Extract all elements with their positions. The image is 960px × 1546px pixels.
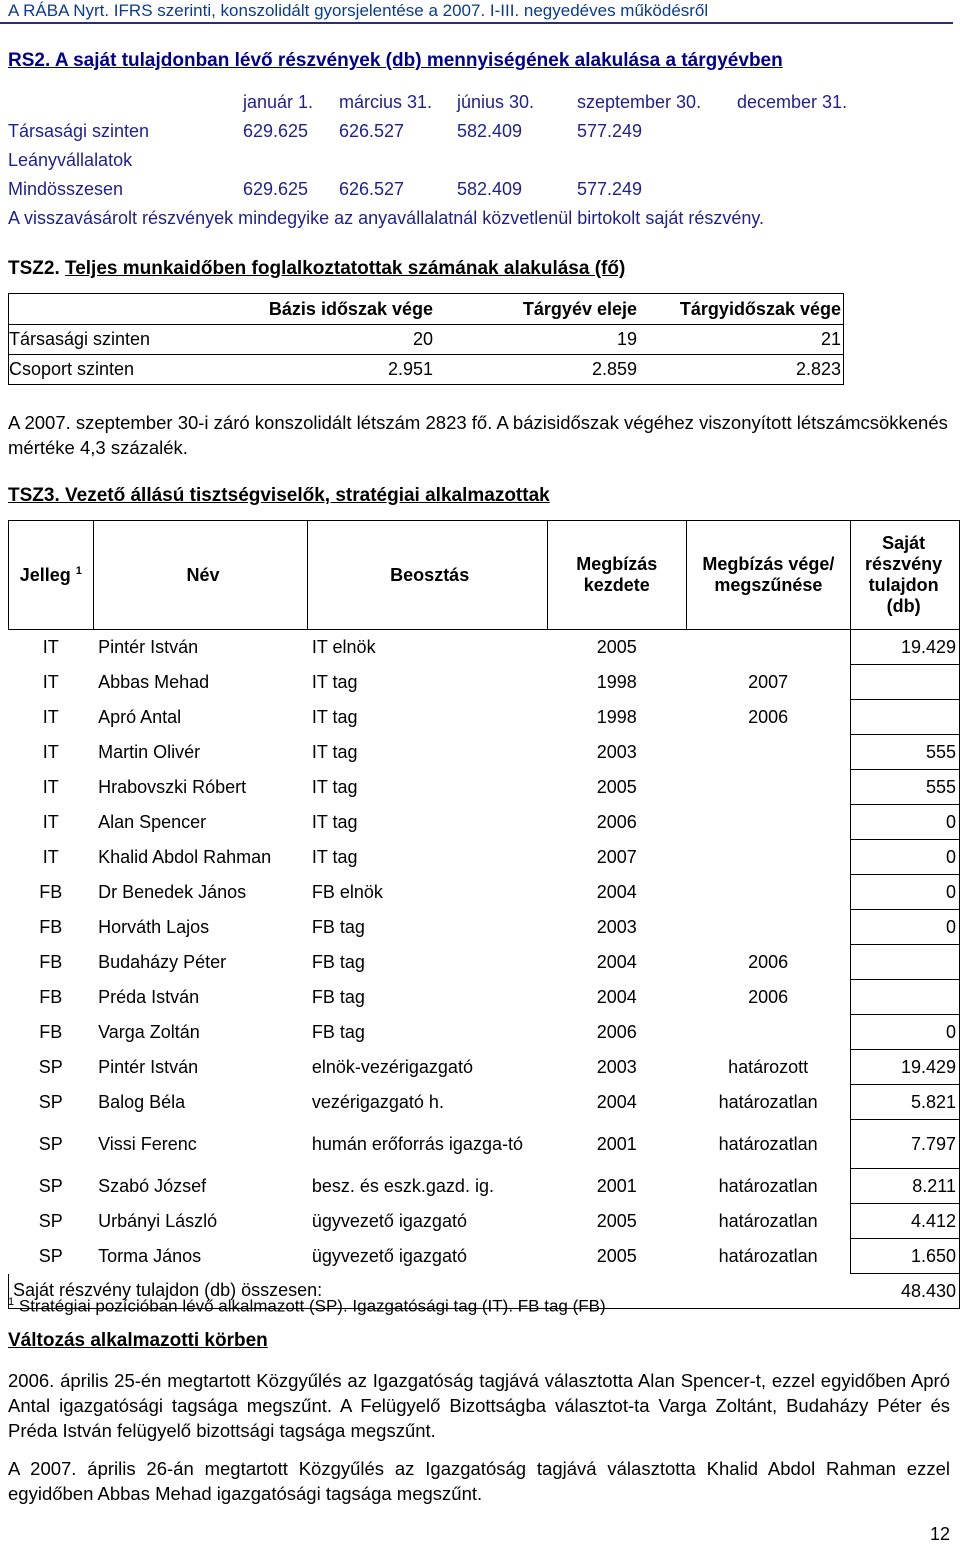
tsz3-cell-beosztas: IT tag [311, 776, 358, 797]
tsz3-total-label: Saját részvény tulajdon (db) összesen: [9, 1274, 851, 1309]
tsz3-cell-sajat: 5.821 [851, 1085, 960, 1120]
tsz3-body [9, 630, 960, 1274]
tsz3-col-vege: Megbízás vége/ megszűnése [686, 521, 851, 630]
tsz3-row [9, 805, 960, 840]
tsz3-cell-kezdete: 1998 [596, 671, 637, 692]
tsz3-row [9, 945, 960, 980]
rs2-note-row [8, 204, 867, 233]
tsz3-col-beosztas: Beosztás [308, 521, 548, 630]
tsz2-row [9, 355, 844, 385]
tsz2-table [8, 293, 844, 385]
tsz3-cell-kezdete: 2005 [596, 636, 637, 657]
rs2-col-header: december 31. [737, 92, 848, 112]
tsz3-cell-beosztas: IT tag [311, 741, 358, 762]
rs2-header-row [8, 88, 867, 117]
tsz3-cell-nev: Balog Béla [98, 1091, 186, 1112]
tsz2-cell: 21 [637, 325, 844, 355]
tsz2-cell: 19 [433, 325, 637, 355]
rs2-cell: 629.625 [243, 179, 309, 199]
tsz3-cell-jelleg: IT [42, 636, 59, 657]
tsz3-cell-kezdete: 2005 [596, 776, 637, 797]
tsz3-cell-vege [686, 770, 851, 805]
rs2-cell: 626.527 [339, 179, 405, 199]
tsz3-row [9, 630, 960, 665]
tsz3-cell-kezdete: 2004 [596, 881, 637, 902]
tsz3-cell-vege: határozatlan [718, 1091, 818, 1112]
tsz3-cell-sajat: 0 [851, 805, 960, 840]
tsz3-cell-nev: Alan Spencer [98, 811, 207, 832]
tsz3-cell-beosztas: elnök-vezérigazgató [311, 1056, 473, 1077]
tsz3-cell-nev: Pintér István [98, 636, 199, 657]
tsz3-cell-jelleg: FB [39, 986, 63, 1007]
tsz3-cell-vege: határozatlan [718, 1175, 818, 1196]
rs2-row [8, 117, 867, 146]
tsz3-cell-nev: Khalid Abdol Rahman [98, 846, 272, 867]
tsz3-cell-sajat: 19.429 [851, 1050, 960, 1085]
rs2-cell: 629.625 [243, 121, 309, 141]
tsz3-cell-kezdete: 2003 [596, 741, 637, 762]
rs2-col-header: január 1. [243, 92, 314, 112]
tsz3-cell-nev: Apró Antal [98, 706, 182, 727]
tsz3-cell-kezdete: 2004 [596, 986, 637, 1007]
tsz3-row [9, 1015, 960, 1050]
tsz3-cell-kezdete: 2001 [596, 1175, 637, 1196]
tsz3-cell-beosztas: IT tag [311, 811, 358, 832]
tsz3-cell-beosztas: FB tag [311, 1021, 365, 1042]
rs2-cell [457, 146, 577, 175]
rs2-cell: 582.409 [457, 179, 523, 199]
tsz3-cell-sajat [851, 980, 960, 1015]
tsz3-cell-vege: határozott [728, 1056, 809, 1077]
tsz3-row [9, 735, 960, 770]
tsz3-cell-vege [686, 805, 851, 840]
tsz3-cell-jelleg: SP [38, 1133, 63, 1154]
tsz3-cell-vege: 2006 [748, 706, 789, 727]
tsz3-cell-kezdete: 2003 [596, 916, 637, 937]
footnote-marker: 1 [8, 1296, 15, 1308]
tsz3-cell-kezdete: 1998 [596, 706, 637, 727]
rs2-cell [737, 117, 867, 146]
tsz3-cell-nev: Urbányi László [98, 1210, 218, 1231]
tsz3-row [9, 1239, 960, 1274]
tsz3-row [9, 840, 960, 875]
tsz3-cell-nev: Pintér István [98, 1056, 199, 1077]
tsz3-cell-sajat: 19.429 [851, 630, 960, 665]
document-header: A RÁBA Nyrt. IFRS szerinti, konszolidált gyorsjelentése a 2007. I-III. negyedéves működésről [0, 0, 953, 24]
tsz3-cell-kezdete: 2004 [596, 1091, 637, 1112]
tsz3-cell-sajat: 8.211 [851, 1169, 960, 1204]
tsz3-cell-sajat: 555 [851, 735, 960, 770]
tsz3-cell-vege [686, 735, 851, 770]
tsz3-cell-beosztas: FB tag [311, 951, 365, 972]
tsz3-cell-jelleg: SP [38, 1210, 63, 1231]
tsz2-cell: 2.951 [239, 355, 433, 385]
tsz3-footnote [8, 1296, 606, 1317]
tsz3-cell-jelleg: SP [38, 1091, 63, 1112]
rs2-note: A visszavásárolt részvények mindegyike az anyavállalatnál közvetlenül birtokolt saját részvény. [8, 208, 765, 228]
tsz3-cell-sajat: 555 [851, 770, 960, 805]
tsz2-cell: 20 [239, 325, 433, 355]
rs2-row [8, 146, 867, 175]
tsz3-cell-vege [686, 630, 851, 665]
rs2-cell: 577.249 [577, 121, 643, 141]
tsz3-cell-beosztas: humán erőforrás igazga-tó [311, 1134, 523, 1154]
tsz3-cell-jelleg: SP [38, 1245, 63, 1266]
tsz3-cell-sajat: 0 [851, 910, 960, 945]
tsz3-cell-beosztas: FB tag [311, 986, 365, 1007]
rs2-title: RS2. A saját tulajdonban lévő részvények (db) mennyiségének alakulása a tárgyévben [8, 50, 783, 71]
tsz3-cell-sajat: 0 [851, 1015, 960, 1050]
tsz3-cell-beosztas: FB elnök [311, 881, 383, 902]
rs2-cell: 626.527 [339, 121, 405, 141]
rs2-cell [577, 146, 737, 175]
rs2-col-header: június 30. [457, 92, 535, 112]
rs2-cell [339, 146, 457, 175]
tsz3-row [9, 1169, 960, 1204]
tsz3-row [9, 875, 960, 910]
tsz3-col-sajat: Saját részvény tulajdon (db) [851, 521, 960, 630]
rs2-row [8, 175, 867, 204]
tsz3-cell-vege: 2006 [748, 986, 789, 1007]
tsz3-cell-beosztas: IT tag [311, 846, 358, 867]
tsz3-cell-beosztas: FB tag [311, 916, 365, 937]
tsz3-cell-vege: határozatlan [718, 1210, 818, 1231]
tsz3-cell-vege [686, 910, 851, 945]
tsz3-cell-vege [686, 1015, 851, 1050]
tsz3-cell-kezdete: 2003 [596, 1056, 637, 1077]
rs2-cell [737, 146, 867, 175]
tsz3-cell-nev: Varga Zoltán [98, 1021, 200, 1042]
tsz2-col-header: Tárgyidőszak vége [637, 294, 844, 325]
tsz3-cell-beosztas: ügyvezető igazgató [311, 1210, 467, 1231]
tsz3-col-jelleg: Jelleg $^1$ [9, 521, 94, 630]
tsz3-title: TSZ3. Vezető állású tisztségviselők, stratégiai alkalmazottak [8, 485, 550, 506]
tsz3-cell-vege [686, 875, 851, 910]
tsz3-row [9, 1120, 960, 1169]
tsz3-cell-kezdete: 2001 [596, 1133, 637, 1154]
tsz3-cell-nev: Szabó József [98, 1175, 207, 1196]
changes-paragraph-1: 2006. április 25-én megtartott Közgyűlés az Igazgatóság tagjává választotta Alan Spencer-t, ezzel egyidőben Apró Antal igazgatósági tagsága megszűnt. A Felügyelő Bizottságba választot-ta Varga Zoltánt, Budaházy Péter és Préda István felügyelő bizottsági tagsága megszűnt. [8, 1370, 950, 1441]
tsz3-cell-nev: Hrabovszki Róbert [98, 776, 247, 797]
tsz2-prefix: TSZ2. [8, 258, 60, 279]
tsz3-cell-sajat [851, 665, 960, 700]
tsz3-cell-jelleg: IT [42, 846, 59, 867]
tsz2-col-header: Bázis időszak vége [239, 294, 433, 325]
tsz3-cell-nev: Budaházy Péter [98, 951, 227, 972]
tsz3-cell-sajat: 1.650 [851, 1239, 960, 1274]
rs2-cell [243, 146, 339, 175]
tsz3-cell-jelleg: SP [38, 1175, 63, 1196]
tsz3-row [9, 665, 960, 700]
tsz3-cell-nev: Horváth Lajos [98, 916, 210, 937]
rs2-row-label: Mindösszesen [8, 179, 124, 199]
rs2-row-label: Leányvállalatok [8, 150, 133, 170]
tsz2-col-header: Tárgyév eleje [433, 294, 637, 325]
tsz3-cell-jelleg: FB [39, 916, 63, 937]
tsz3-cell-sajat: 4.412 [851, 1204, 960, 1239]
tsz3-cell-vege [686, 840, 851, 875]
tsz2-title: Teljes munkaidőben foglalkoztatottak számának alakulása (fő) [65, 258, 626, 279]
footnote-marker: 1 [75, 564, 82, 577]
tsz3-cell-nev: Vissi Ferenc [98, 1133, 197, 1154]
tsz2-corner [9, 294, 240, 325]
tsz3-row [9, 1050, 960, 1085]
tsz2-heading [8, 258, 625, 280]
tsz3-cell-jelleg: IT [42, 776, 59, 797]
tsz2-note: A 2007. szeptember 30-i záró konszolidált létszám 2823 fő. A bázisidőszak végéhez viszonyított létszámcsökkenés mértéke 4,3 százalék. [8, 412, 948, 458]
tsz3-cell-kezdete: 2007 [596, 846, 637, 867]
tsz3-cell-beosztas: vezérigazgató h. [311, 1091, 444, 1112]
tsz3-cell-jelleg: IT [42, 741, 59, 762]
tsz3-cell-nev: Préda István [98, 986, 200, 1007]
rs2-cell: 577.249 [577, 179, 643, 199]
tsz3-cell-kezdete: 2004 [596, 951, 637, 972]
rs2-col-header: március 31. [339, 92, 433, 112]
tsz3-col-kezdete: Megbízás kezdete [548, 521, 687, 630]
tsz3-col-nev: Név [93, 521, 308, 630]
page-number: 12 [929, 1524, 950, 1544]
tsz3-row [9, 1204, 960, 1239]
tsz3-row [9, 910, 960, 945]
tsz2-cell: 2.859 [433, 355, 637, 385]
tsz3-cell-jelleg: FB [39, 951, 63, 972]
rs2-col-header: szeptember 30. [577, 92, 702, 112]
tsz3-cell-sajat: 0 [851, 875, 960, 910]
tsz3-cell-jelleg: IT [42, 671, 59, 692]
tsz3-cell-vege: 2006 [748, 951, 789, 972]
rs2-cell: 582.409 [457, 121, 523, 141]
tsz3-cell-sajat [851, 945, 960, 980]
tsz3-cell-sajat [851, 700, 960, 735]
tsz3-table [8, 520, 960, 1309]
tsz3-row [9, 1085, 960, 1120]
tsz3-cell-kezdete: 2006 [596, 811, 637, 832]
tsz3-cell-beosztas: ügyvezető igazgató [311, 1245, 467, 1266]
tsz3-cell-jelleg: SP [38, 1056, 63, 1077]
tsz2-row-label: Csoport szinten [9, 355, 240, 385]
rs2-corner [8, 88, 243, 117]
tsz3-cell-kezdete: 2006 [596, 1021, 637, 1042]
footnote-text: Stratégiai pozícióban lévő alkalmazott (SP). Igazgatósági tag (IT). FB tag (FB) [18, 1296, 606, 1316]
tsz3-cell-jelleg: IT [42, 706, 59, 727]
tsz3-cell-jelleg: FB [39, 881, 63, 902]
tsz3-cell-vege: határozatlan [718, 1245, 818, 1266]
tsz2-header-row [9, 294, 844, 325]
changes-paragraph-2: A 2007. április 26-án megtartott Közgyűlés az Igazgatóság tagjává választotta Khalid Abdol Rahman ezzel egyidőben Abbas Mehad igazgatósági tagsága megszűnt. [8, 1458, 950, 1504]
tsz3-cell-beosztas: IT elnök [311, 636, 376, 657]
tsz3-row [9, 770, 960, 805]
tsz2-row-label: Társasági szinten [9, 325, 240, 355]
tsz3-cell-beosztas: IT tag [311, 706, 358, 727]
tsz3-cell-nev: Martin Olivér [98, 741, 201, 762]
tsz3-cell-vege: határozatlan [718, 1133, 818, 1154]
tsz3-cell-nev: Dr Benedek János [98, 881, 247, 902]
rs2-table [8, 88, 867, 233]
tsz3-row [9, 980, 960, 1015]
tsz3-cell-jelleg: IT [42, 811, 59, 832]
tsz3-cell-kezdete: 2005 [596, 1210, 637, 1231]
rs2-cell [737, 175, 867, 204]
tsz3-cell-sajat: 7.797 [851, 1120, 960, 1169]
changes-title: Változás alkalmazotti körben [8, 1330, 268, 1351]
tsz3-cell-jelleg: FB [39, 1021, 63, 1042]
tsz3-row [9, 700, 960, 735]
tsz2-row [9, 325, 844, 355]
tsz3-cell-vege: 2007 [748, 671, 789, 692]
tsz3-total-value: 48.430 [851, 1274, 960, 1309]
tsz3-cell-beosztas: IT tag [311, 671, 358, 692]
tsz3-cell-beosztas: besz. és eszk.gazd. ig. [311, 1175, 494, 1196]
tsz3-header-row [9, 521, 960, 630]
tsz2-cell: 2.823 [637, 355, 844, 385]
tsz3-cell-kezdete: 2005 [596, 1245, 637, 1266]
rs2-row-label: Társasági szinten [8, 121, 150, 141]
tsz3-cell-sajat: 0 [851, 840, 960, 875]
tsz3-cell-nev: Abbas Mehad [98, 671, 210, 692]
tsz3-cell-nev: Torma János [98, 1245, 202, 1266]
